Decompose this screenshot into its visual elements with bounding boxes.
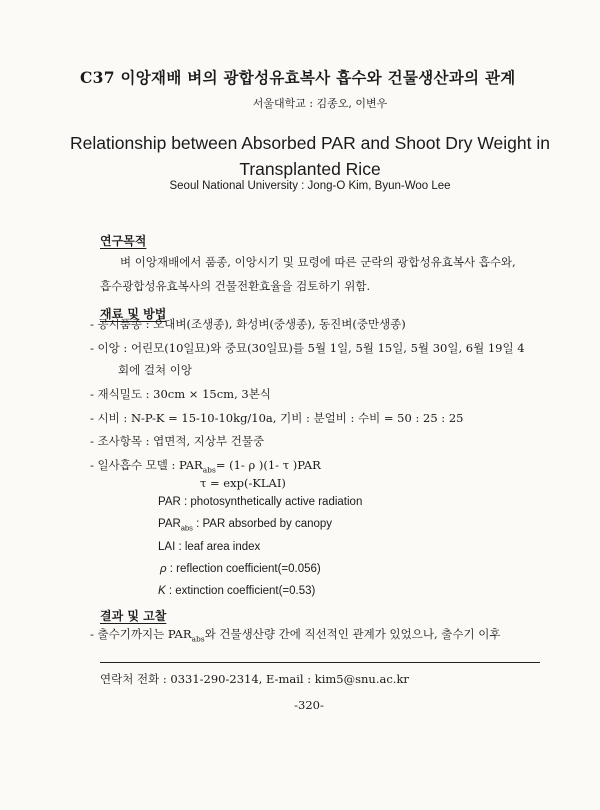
def-term: LAI	[158, 541, 176, 553]
def-desc: : photosynthetically active radiation	[180, 496, 363, 508]
footer-divider	[100, 662, 540, 663]
def-desc: : PAR absorbed by canopy	[192, 518, 333, 530]
def-term: K	[158, 585, 166, 597]
def-k	[158, 585, 315, 597]
methods-item-survey: - 조사항목 : 엽면적, 지상부 건물중	[90, 434, 265, 448]
methods-item-spacing: - 재식밀도 : 30cm × 15cm, 3본식	[90, 387, 271, 401]
def-term: ρ	[160, 563, 167, 575]
korean-title: C37 이앙재배 벼의 광합성유효복사 흡수와 건물생산과의 관계	[80, 68, 516, 87]
objective-line1: 벼 이앙재배에서 품종, 이앙시기 및 묘령에 따른 군락의 광합성유효복사 흡수와,	[120, 255, 516, 269]
english-affiliation: Seoul National University : Jong-O Kim, Byun-Woo Lee	[169, 180, 451, 192]
def-desc: : reflection coefficient(=0.056)	[166, 563, 321, 575]
methods-item-transplanting: - 이앙 : 어린모(10일묘)와 중묘(30일묘)를 5월 1일, 5월 15일, 5월 30일, 6월 19일 4	[90, 341, 525, 355]
model-rest: = (1- ρ )(1- τ )PAR	[215, 458, 321, 472]
methods-item-transplanting-cont: 회에 걸쳐 이앙	[118, 363, 192, 377]
def-rho	[160, 563, 321, 575]
def-term: PAR	[158, 496, 181, 508]
r1-sub: abs	[191, 634, 205, 644]
methods-item-model	[90, 457, 321, 474]
methods-item-fertilizer: - 시비 : N-P-K = 15-10-10kg/10a, 기비 : 분얼비 : 수비 = 50 : 25 : 25	[90, 411, 464, 425]
def-term: PAR	[158, 518, 181, 530]
def-desc: : leaf area index	[175, 541, 261, 553]
methods-heading: 재료 및 방법	[100, 307, 167, 321]
korean-affiliation: 서울대학교 : 김종오, 이변우	[252, 97, 388, 110]
model-sub: abs	[202, 465, 216, 475]
r1-a: - 출수기까지는 PAR	[90, 627, 192, 641]
objective-heading: 연구목적	[100, 234, 147, 248]
english-title-line2: Transplanted Rice	[239, 159, 381, 179]
def-sub: abs	[180, 523, 193, 533]
methods-item-varieties: - 공시품종 : 오대벼(조생종), 화성벼(중생종), 동진벼(중만생종)	[90, 317, 406, 331]
def-lai	[158, 541, 260, 553]
result-1-line1	[90, 626, 500, 643]
contact-info: 연락처 전화 : 0331-290-2314, E-mail : kim5@snu.ac.kr	[100, 672, 409, 686]
def-par	[158, 496, 362, 508]
model-label: - 일사흡수 모델 : PAR	[90, 458, 203, 472]
english-title	[50, 130, 570, 182]
tau-formula: τ = exp(-KLAI)	[200, 476, 286, 490]
english-title-line1: Relationship between Absorbed PAR and Shoot Dry Weight in	[70, 133, 550, 153]
def-parabs	[158, 518, 332, 532]
objective-line2: 흡수광합성유효복사의 건물전환효율을 검토하기 위함.	[100, 279, 371, 293]
r1-b: 와 건물생산량 간에 직선적인 관계가 있었으나, 출수기 이후	[204, 627, 501, 641]
page-number: -320-	[294, 698, 324, 712]
results-heading: 결과 및 고찰	[100, 609, 167, 623]
def-desc: : extinction coefficient(=0.53)	[165, 585, 316, 597]
